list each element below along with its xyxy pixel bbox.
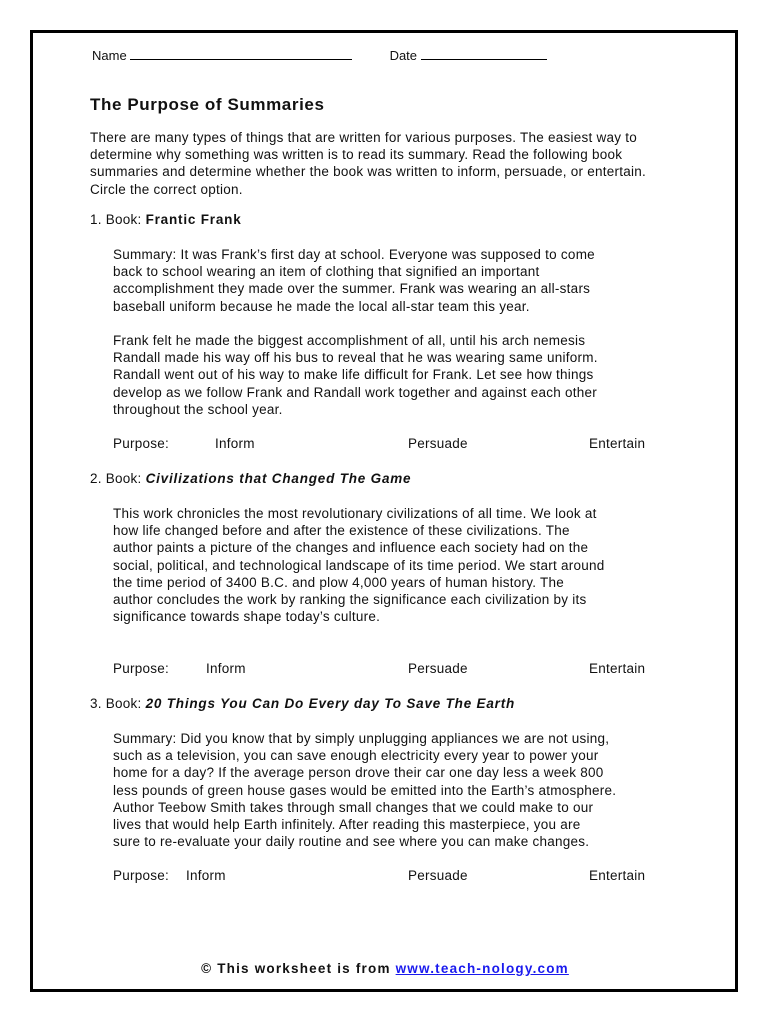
book-number: 1. [90,212,102,227]
book-label: Book: [105,212,142,227]
option-entertain[interactable]: Entertain [589,661,646,676]
option-persuade[interactable]: Persuade [408,868,468,883]
summary-line: social, political, and technological landscape of its time period. We start around [113,557,605,573]
summary-line: author paints a picture of the changes and influence each society had on the [113,540,589,556]
summary-line: Randall went out of his way to make life difficult for Frank. Let see how things [113,367,594,383]
option-inform[interactable]: Inform [206,661,246,676]
summary-line: lives that would help Earth infinitely. After reading this masterpiece, you are [113,817,581,833]
summary-line: the time period of 3400 B.C. and plow 4,000 years of human history. The [113,574,565,590]
summary-line: Author Teebow Smith takes through small changes that we could make to our [113,799,594,815]
summary-line: less pounds of green house gases would be emitted into the Earth’s atmosphere. [113,782,617,798]
summary-line: home for a day? If the average person drove their car one day less a week 800 [113,765,604,781]
footer [0,961,770,976]
summary-line: author concludes the work by ranking the significance each civilization by its [113,592,587,608]
summary-line: Summary: Did you know that by simply unplugging appliances we are not using, [113,731,610,746]
book-heading-3 [90,695,515,712]
name-field[interactable] [130,59,352,60]
book-title: Civilizations that Changed The Game [145,471,412,486]
option-inform[interactable]: Inform [186,868,226,883]
date-label: Date [389,48,418,63]
summary-line: significance towards shape today’s culture. [113,609,381,625]
book-heading-2 [90,470,411,487]
intro-paragraph: There are many types of things that are written for various purposes. The easiest way to determine why something was written is to read its summary. Read the following book summaries and determine whether the book was written to inform, persuade, or entertain. Circle the correct option. [90,130,647,197]
purpose-label: Purpose: [113,868,170,883]
date-field[interactable] [421,59,547,60]
book-summary-3 [113,730,683,850]
book-summary-1 [113,246,683,315]
summary-line: Summary: It was Frank’s first day at school. Everyone was supposed to come [113,247,595,262]
purpose-label: Purpose: [113,436,170,451]
summary-line: how life changed before and after the existence of these civilizations. The [113,523,570,539]
page-title: The Purpose of Summaries [90,95,325,114]
footer-link[interactable]: www.teach-nology.com [395,961,569,976]
book-title: 20 Things You Can Do Every day To Save The Earth [145,696,516,711]
summary-line: baseball uniform because he made the local all-star team this year. [113,298,530,314]
book-label: Book: [105,471,142,486]
summary-line: back to school wearing an item of clothing that signified an important [113,264,540,280]
book-number: 3. [90,696,102,711]
summary-line: sure to re-evaluate your daily routine and see where you can make changes. [113,834,590,850]
book-label: Book: [105,696,142,711]
book-title: Frantic Frank [145,212,242,227]
option-inform[interactable]: Inform [215,436,255,451]
summary-line: accomplishment they made over the summer. Frank was wearing an all-stars [113,281,591,297]
book-number: 2. [90,471,102,486]
name-label: Name [92,48,127,63]
summary-line: develop as we follow Frank and Randall work together and against each other [113,384,598,400]
option-persuade[interactable]: Persuade [408,436,468,451]
summary-line: throughout the school year. [113,401,283,417]
book-heading-1 [90,211,242,228]
summary-line: such as a television, you can save enough electricity every year to power your [113,748,599,764]
summary-line: Randall made his way off his bus to reveal that he was wearing same uniform. [113,350,598,366]
summary-line: Frank felt he made the biggest accomplishment of all, until his arch nemesis [113,333,586,348]
option-entertain[interactable]: Entertain [589,436,646,451]
option-entertain[interactable]: Entertain [589,868,646,883]
summary-line: This work chronicles the most revolutionary civilizations of all time. We look at [113,506,597,521]
book-summary-1-part-2 [113,332,683,418]
header [92,48,692,63]
footer-text: © This worksheet is from [201,961,391,976]
book-summary-2 [113,505,683,625]
purpose-label: Purpose: [113,661,170,676]
option-persuade[interactable]: Persuade [408,661,468,676]
